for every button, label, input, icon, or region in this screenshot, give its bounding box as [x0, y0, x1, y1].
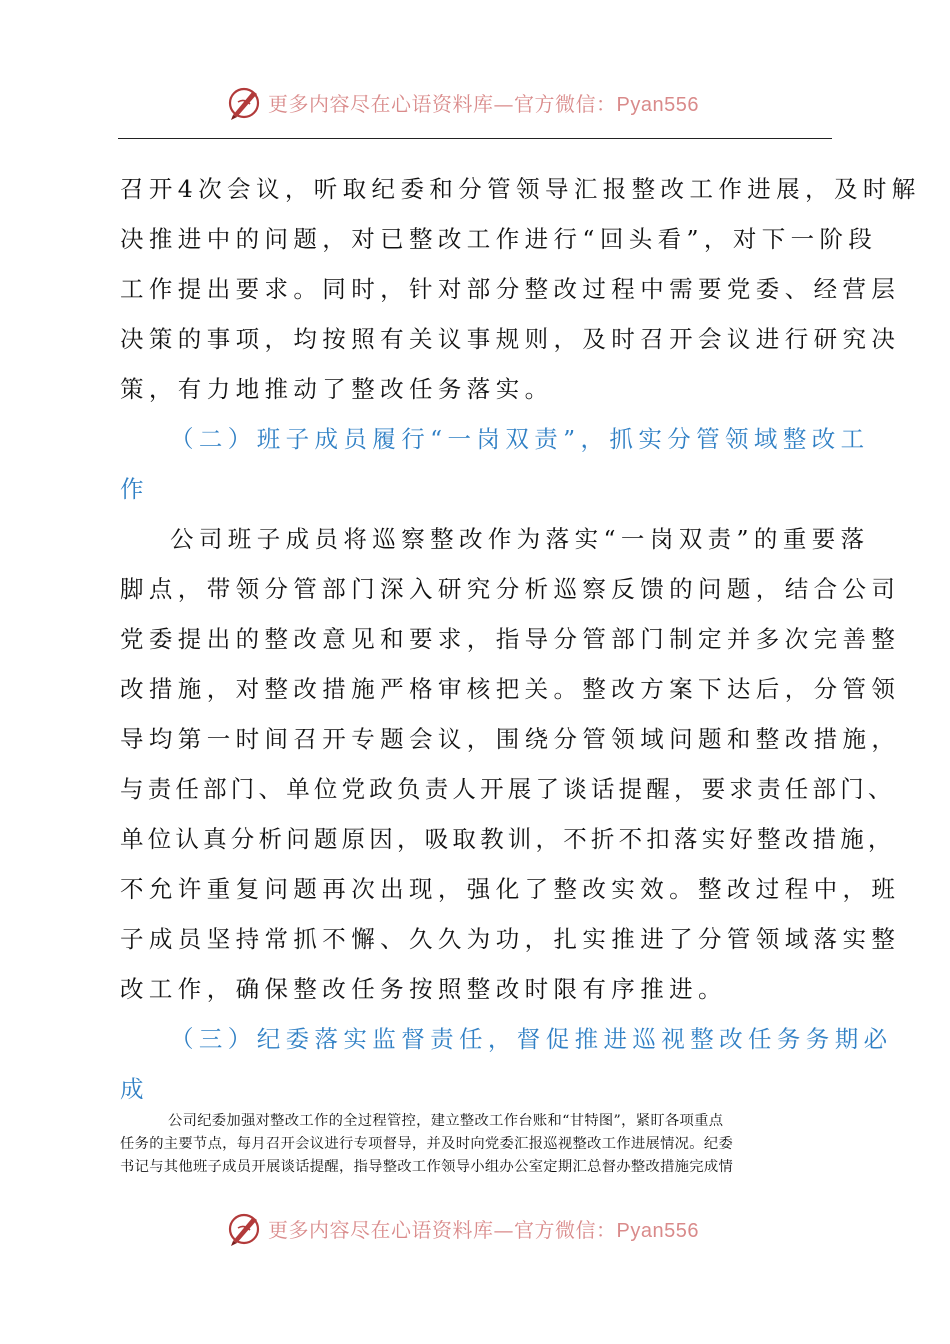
section-heading: （二）班子成员履行“一岗双责”，抓实分管领域整改工 [170, 425, 870, 453]
section-heading: （三）纪委落实监督责任，督促推进巡视整改任务务期必 [170, 1025, 893, 1053]
body-line: 子成员坚持常抓不懈、久久为功，扎实推进了分管领域落实整 [120, 925, 901, 953]
footer-banner [0, 1206, 950, 1250]
section-heading: 成 [120, 1075, 149, 1103]
body-line: 公司班子成员将巡察整改作为落实“一岗双责”的重要落 [170, 525, 870, 553]
body-line: 决推进中的问题，对已整改工作进行“回头看”，对下一阶段 [120, 225, 878, 253]
header-banner-inner [224, 80, 699, 124]
pen-logo-icon [224, 1208, 264, 1248]
body-line: 工作提出要求。同时，针对部分整改过程中需要党委、经营层 [120, 275, 901, 303]
section-heading: 作 [120, 475, 149, 503]
small-line: 书记与其他班子成员开展谈话提醒，指导整改工作领导小组办公室定期汇总督办整改措施完成情 [120, 1159, 734, 1175]
footer-banner-label: 更多内容尽在心语资料库—官方微信： [268, 1217, 617, 1242]
footer-wechat-id: Pyan556 [616, 1219, 699, 1242]
body-line: 不允许重复问题再次出现，强化了整改实效。整改过程中，班 [120, 875, 901, 903]
body-line: 与责任部门、单位党政负责人开展了谈话提醒，要求责任部门、 [120, 775, 896, 803]
header-wechat-id: Pyan556 [616, 93, 699, 116]
header-banner-text [268, 88, 699, 117]
document-body [120, 164, 921, 1114]
body-line: 召开4次会议，听取纪委和分管领导汇报整改工作进展，及时解 [120, 175, 921, 203]
body-line: 党委提出的整改意见和要求，指导分管部门制定并多次完善整 [120, 625, 901, 653]
body-line: 脚点，带领分管部门深入研究分析巡察反馈的问题，结合公司 [120, 575, 901, 603]
pen-logo-icon [224, 82, 264, 122]
body-line: 导均第一时间召开专题会议，围绕分管领域问题和整改措施， [120, 725, 901, 753]
header-divider [118, 138, 832, 139]
small-line: 公司纪委加强对整改工作的全过程管控，建立整改工作台账和“甘特图”，紧盯各项重点 [168, 1113, 724, 1129]
body-line: 策，有力地推动了整改任务落实。 [120, 375, 554, 403]
small-paragraph [120, 1110, 840, 1179]
footer-banner-inner [224, 1206, 699, 1250]
footer-banner-text [268, 1214, 699, 1243]
body-line: 改工作，确保整改任务按照整改时限有序推进。 [120, 975, 727, 1003]
body-line: 改措施，对整改措施严格审核把关。整改方案下达后，分管领 [120, 675, 901, 703]
header-banner-label: 更多内容尽在心语资料库—官方微信： [268, 91, 617, 116]
small-line: 任务的主要节点，每月召开会议进行专项督导，并及时向党委汇报巡视整改工作进展情况。纪委 [120, 1136, 734, 1152]
header-banner [0, 80, 950, 124]
body-line: 决策的事项，均按照有关议事规则，及时召开会议进行研究决 [120, 325, 901, 353]
body-line: 单位认真分析问题原因，吸取教训，不折不扣落实好整改措施， [120, 825, 896, 853]
